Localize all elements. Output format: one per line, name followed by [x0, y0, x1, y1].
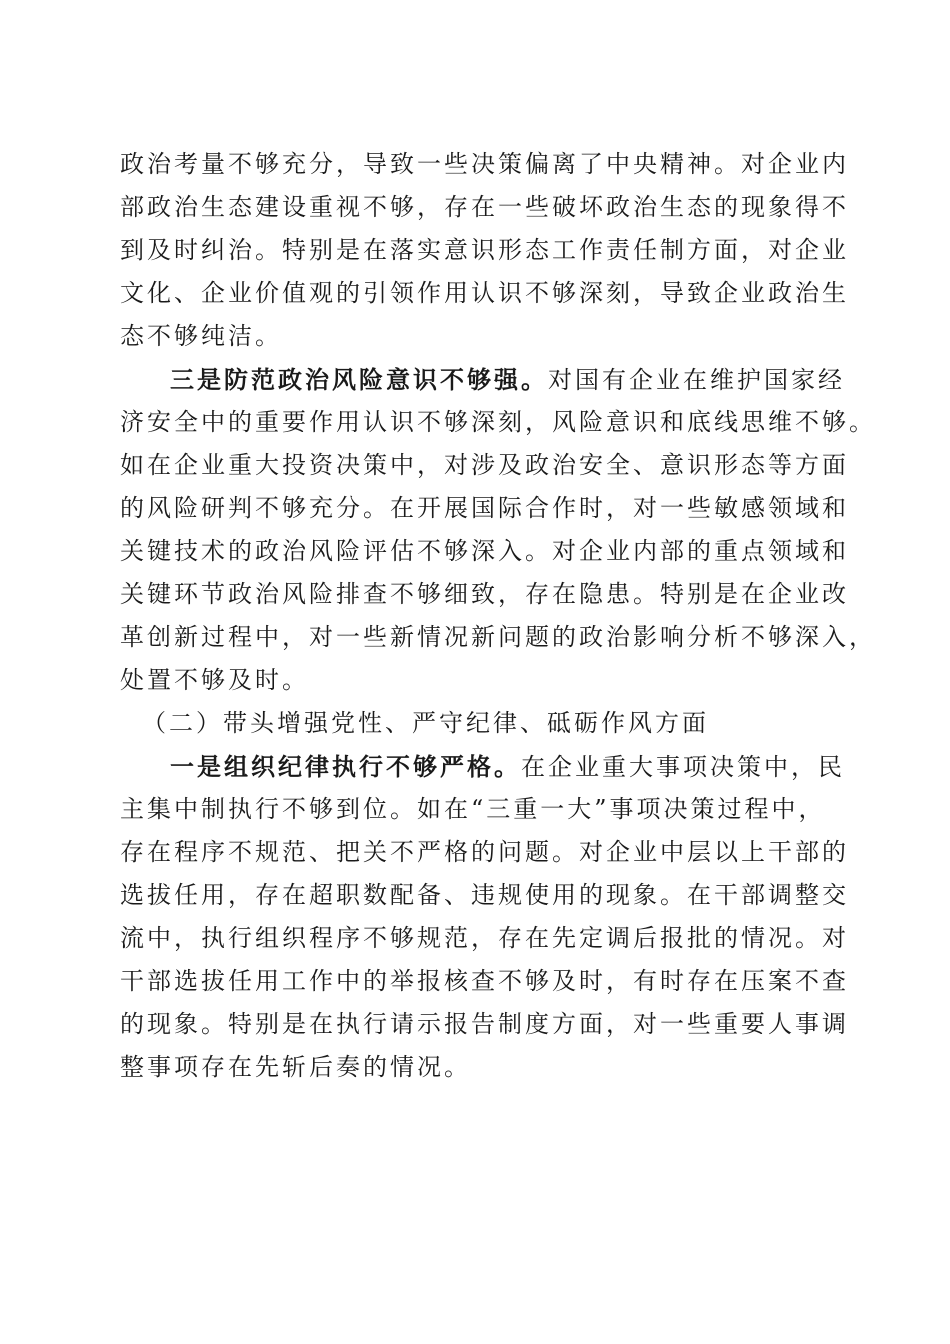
paragraph-lead-heading: 一是组织纪律执行不够严格。 [170, 752, 521, 781]
paragraph-first-line [120, 745, 845, 788]
paragraph-line: 处置不够及时。 [120, 666, 309, 694]
paragraph-line: 革创新过程中，对一些新情况新问题的政治影响分析不够深入， [120, 623, 876, 651]
paragraph-line: 政治考量不够充分，导致一些决策偏离了中央精神。对企业内 [120, 150, 849, 178]
paragraph-line: 部政治生态建设重视不够，存在一些破坏政治生态的现象得不 [120, 193, 849, 221]
paragraph-line: 整事项存在先斩后奏的情况。 [120, 1053, 471, 1081]
paragraph-line: 干部选拔任用工作中的举报核查不够及时，有时存在压案不查 [120, 967, 849, 995]
paragraph-line: 文化、企业价值观的引领作用认识不够深刻，导致企业政治生 [120, 279, 849, 307]
document-body [120, 143, 876, 1089]
paragraph-line: 存在程序不规范、把关不严格的问题。对企业中层以上干部的 [120, 838, 849, 866]
paragraph-line: 选拔任用，存在超职数配备、违规使用的现象。在干部调整交 [120, 881, 849, 909]
paragraph-line: 关键技术的政治风险评估不够深入。对企业内部的重点领域和 [120, 537, 849, 565]
section-heading: （二）带头增强党性、严守纪律、砥砺作风方面 [142, 709, 709, 737]
paragraph-line: 流中，执行组织程序不够规范，存在先定调后报批的情况。对 [120, 924, 849, 952]
paragraph-line: 如在企业重大投资决策中，对涉及政治安全、意识形态等方面 [120, 451, 849, 479]
paragraph-line: 济安全中的重要作用认识不够深刻，风险意识和底线思维不够。 [120, 408, 876, 436]
paragraph-lead-text: 对国有企业在维护国家经 [548, 366, 845, 394]
paragraph-lead-heading: 三是防范政治风险意识不够强。 [170, 365, 548, 394]
paragraph-first-line [120, 358, 845, 401]
paragraph-lead-text: 在企业重大事项决策中，民 [521, 753, 845, 781]
paragraph-line: 关键环节政治风险排查不够细致，存在隐患。特别是在企业改 [120, 580, 849, 608]
paragraph-line: 到及时纠治。特别是在落实意识形态工作责任制方面，对企业 [120, 236, 849, 264]
paragraph-line: 主集中制执行不够到位。如在“三重一大”事项决策过程中， [120, 795, 826, 823]
paragraph-line: 的现象。特别是在执行请示报告制度方面，对一些重要人事调 [120, 1010, 849, 1038]
paragraph-line: 态不够纯洁。 [120, 322, 282, 350]
paragraph-line: 的风险研判不够充分。在开展国际合作时，对一些敏感领域和 [120, 494, 849, 522]
